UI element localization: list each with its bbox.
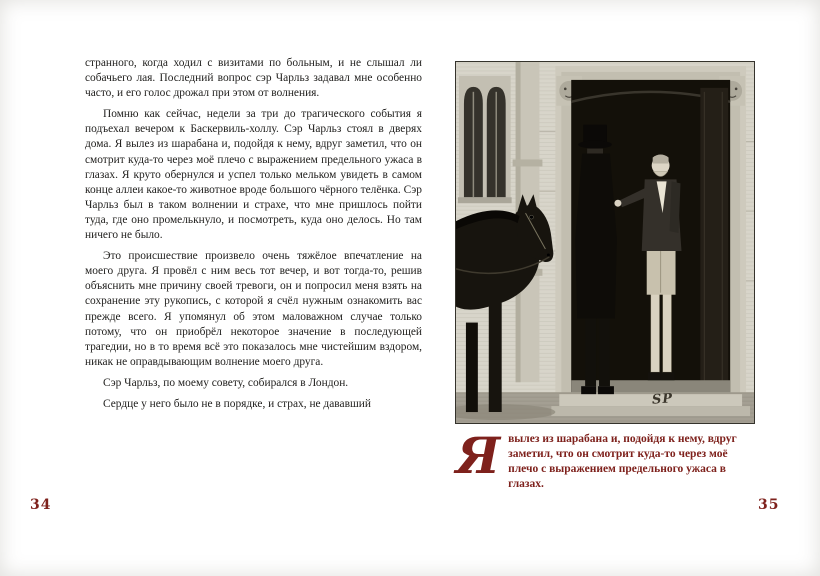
page-number-left: 34 [30, 497, 52, 513]
caption [456, 426, 748, 492]
illustration-image [456, 62, 754, 423]
page-number-right: 35 [758, 497, 780, 513]
caption-text: вылез из шарабана и, подойдя к нему, вдруг заметил, что он смотрит куда-то через моё плечо с выражением предельного ужаса в глазах. [508, 433, 737, 490]
paragraph: странного, когда ходил с визитами по больным, и не слышал ли собачьего лая. Последний вопрос сэр Чарльз задавал мне особенно часто, и его голос дрожал при этом от волнения. [85, 57, 422, 100]
gothic-windows [458, 76, 512, 203]
caption-initial: Я [456, 426, 501, 485]
paragraph: Помню как сейчас, недели за три до трагического события я подъехал вечером к Баскервиль-холлу. Сэр Чарльз стоял в дверях дома. Я вылез из шарабана и, подойдя к нему, вдруг заметил, что он смотрит куда-то через моё плечо с выражением предельного ужаса в глазах. Я круто обернулся и успел только мельком увидеть в самом конце аллеи какое-то животное вроде большого чёрного телёнка. Сэр Чарльз был в таком волнении и страхе, что мне пришлось пойти туда, где оно промелькнуло, и посмотреть, куда оно делось. Но там ничего не было. [85, 108, 422, 242]
illustration-frame [455, 61, 755, 424]
paragraph: Это происшествие произвело очень тяжёлое впечатление на моего друга. Я провёл с ним весь тот вечер, и вот тогда-то, решив объяснить мне причину своей тревоги, он и попросил меня взять на сохранение эту рукопись, с которой я счёл нужным ознакомить вас прежде всего. Я упомянул об этом маловажном случае только потому, что он приобрёл некоторое значение в последующей трагедии, но в то время всё это показалось мне чистейшим вздором, никак не оправдывающим волнение моего друга. [85, 250, 422, 368]
body-text [85, 56, 422, 418]
artist-signature: SP [651, 391, 674, 408]
steps [551, 394, 750, 416]
paragraph: Сердце у него было не в порядке, и страх, не дававший [103, 397, 371, 410]
paragraph: Сэр Чарльз, по моему совету, собирался в Лондон. [103, 376, 349, 389]
